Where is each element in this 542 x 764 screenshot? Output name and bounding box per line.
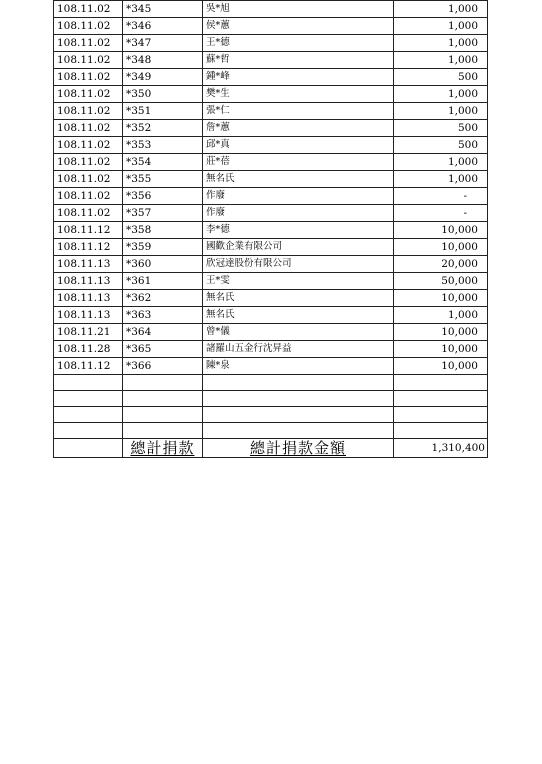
receipt-number-cell: *347 <box>123 35 203 52</box>
receipt-number-cell: *355 <box>123 171 203 188</box>
donor-name-cell: 鍾*峰 <box>203 69 394 86</box>
receipt-number-cell: *346 <box>123 18 203 35</box>
empty-cell <box>203 423 394 439</box>
donor-name-cell: 國歡企業有限公司 <box>203 239 394 256</box>
donor-name-cell: 邱*真 <box>203 137 394 154</box>
donation-amount-cell: 10,000 <box>394 341 488 358</box>
table-row <box>54 35 488 52</box>
receipt-number-cell: *359 <box>123 239 203 256</box>
receipt-number-cell: *365 <box>123 341 203 358</box>
empty-cell <box>203 407 394 423</box>
donor-name-cell: 陳*泉 <box>203 358 394 375</box>
receipt-number-cell: *363 <box>123 307 203 324</box>
donation-date-cell: 108.11.21 <box>54 324 123 341</box>
table-row <box>54 18 488 35</box>
donor-name-cell: 欣冠達股份有限公司 <box>203 256 394 273</box>
receipt-number-cell: *366 <box>123 358 203 375</box>
table-row <box>54 273 488 290</box>
donation-amount-cell: 1,000 <box>394 18 488 35</box>
empty-row <box>54 391 488 407</box>
empty-cell <box>394 391 488 407</box>
donation-amount-cell: 500 <box>394 137 488 154</box>
receipt-number-cell: *358 <box>123 222 203 239</box>
donation-date-cell: 108.11.02 <box>54 103 123 120</box>
donation-date-cell: 108.11.02 <box>54 205 123 222</box>
donor-name-cell: 蘇*哲 <box>203 52 394 69</box>
table-row <box>54 358 488 375</box>
donation-date-cell: 108.11.02 <box>54 86 123 103</box>
donor-name-cell: 無名氏 <box>203 290 394 307</box>
donor-name-cell: 李*德 <box>203 222 394 239</box>
donation-amount-cell: 50,000 <box>394 273 488 290</box>
receipt-number-cell: *360 <box>123 256 203 273</box>
donor-name-cell: 無名氏 <box>203 307 394 324</box>
donor-name-cell: 作廢 <box>203 188 394 205</box>
receipt-number-cell: *350 <box>123 86 203 103</box>
table-row <box>54 324 488 341</box>
donor-name-cell: 無名氏 <box>203 171 394 188</box>
empty-row <box>54 375 488 391</box>
total-empty-cell <box>54 439 123 458</box>
ledger-body <box>54 1 488 458</box>
donation-amount-cell: 500 <box>394 69 488 86</box>
empty-cell <box>394 407 488 423</box>
donation-amount-cell: - <box>394 188 488 205</box>
donation-amount-cell: 500 <box>394 120 488 137</box>
donation-date-cell: 108.11.02 <box>54 1 123 18</box>
donation-date-cell: 108.11.02 <box>54 171 123 188</box>
donation-date-cell: 108.11.02 <box>54 35 123 52</box>
table-row <box>54 120 488 137</box>
empty-cell <box>54 375 123 391</box>
donation-amount-cell: 1,000 <box>394 1 488 18</box>
table-row <box>54 222 488 239</box>
donation-amount-cell: 1,000 <box>394 103 488 120</box>
donor-name-cell: 作廢 <box>203 205 394 222</box>
donation-date-cell: 108.11.13 <box>54 307 123 324</box>
table-row <box>54 188 488 205</box>
donor-name-cell: 詹*蕙 <box>203 120 394 137</box>
receipt-number-cell: *357 <box>123 205 203 222</box>
empty-row <box>54 407 488 423</box>
total-amount-label: 總計捐款金額 <box>203 439 394 458</box>
donation-date-cell: 108.11.02 <box>54 188 123 205</box>
donor-name-cell: 樊*生 <box>203 86 394 103</box>
table-row <box>54 154 488 171</box>
empty-cell <box>54 423 123 439</box>
receipt-number-cell: *345 <box>123 1 203 18</box>
table-row <box>54 239 488 256</box>
receipt-number-cell: *364 <box>123 324 203 341</box>
receipt-number-cell: *351 <box>123 103 203 120</box>
donor-name-cell: 侯*蕙 <box>203 18 394 35</box>
table-row <box>54 1 488 18</box>
donor-name-cell: 張*仁 <box>203 103 394 120</box>
table-row <box>54 256 488 273</box>
donation-amount-cell: 1,000 <box>394 307 488 324</box>
donation-date-cell: 108.11.02 <box>54 120 123 137</box>
donation-amount-cell: 1,000 <box>394 35 488 52</box>
table-row <box>54 69 488 86</box>
receipt-number-cell: *354 <box>123 154 203 171</box>
receipt-number-cell: *349 <box>123 69 203 86</box>
donation-date-cell: 108.11.12 <box>54 358 123 375</box>
empty-row <box>54 423 488 439</box>
table-row <box>54 171 488 188</box>
empty-cell <box>123 375 203 391</box>
donation-amount-cell: 1,000 <box>394 52 488 69</box>
empty-cell <box>123 407 203 423</box>
donation-amount-cell: 1,000 <box>394 171 488 188</box>
donation-amount-cell: 20,000 <box>394 256 488 273</box>
receipt-number-cell: *348 <box>123 52 203 69</box>
donation-amount-cell: 10,000 <box>394 222 488 239</box>
donation-date-cell: 108.11.28 <box>54 341 123 358</box>
table-row <box>54 52 488 69</box>
donor-name-cell: 曾*儀 <box>203 324 394 341</box>
table-row <box>54 307 488 324</box>
table-row <box>54 103 488 120</box>
table-row <box>54 137 488 154</box>
donation-amount-cell: 1,000 <box>394 154 488 171</box>
donation-amount-cell: 1,000 <box>394 86 488 103</box>
donation-amount-cell: 10,000 <box>394 324 488 341</box>
donor-name-cell: 諸羅山五金行沈昇益 <box>203 341 394 358</box>
donation-date-cell: 108.11.12 <box>54 222 123 239</box>
donation-date-cell: 108.11.13 <box>54 273 123 290</box>
empty-cell <box>54 407 123 423</box>
receipt-number-cell: *361 <box>123 273 203 290</box>
donor-name-cell: 王*德 <box>203 35 394 52</box>
table-row <box>54 205 488 222</box>
donation-ledger-table <box>53 0 488 458</box>
table-row <box>54 86 488 103</box>
receipt-number-cell: *353 <box>123 137 203 154</box>
donation-date-cell: 108.11.02 <box>54 154 123 171</box>
total-row <box>54 439 488 458</box>
donation-date-cell: 108.11.02 <box>54 52 123 69</box>
receipt-number-cell: *352 <box>123 120 203 137</box>
donation-date-cell: 108.11.02 <box>54 18 123 35</box>
empty-cell <box>123 423 203 439</box>
total-amount-value: 1,310,400 <box>394 439 488 458</box>
total-label: 總計捐款 <box>123 439 203 458</box>
empty-cell <box>54 391 123 407</box>
donor-name-cell: 王*雯 <box>203 273 394 290</box>
donation-date-cell: 108.11.12 <box>54 239 123 256</box>
empty-cell <box>123 391 203 407</box>
empty-cell <box>203 375 394 391</box>
donation-date-cell: 108.11.02 <box>54 69 123 86</box>
receipt-number-cell: *362 <box>123 290 203 307</box>
donation-date-cell: 108.11.13 <box>54 256 123 273</box>
empty-cell <box>394 375 488 391</box>
donation-amount-cell: - <box>394 205 488 222</box>
empty-cell <box>203 391 394 407</box>
donation-date-cell: 108.11.02 <box>54 137 123 154</box>
receipt-number-cell: *356 <box>123 188 203 205</box>
donor-name-cell: 莊*蓓 <box>203 154 394 171</box>
table-row <box>54 290 488 307</box>
table-row <box>54 341 488 358</box>
empty-cell <box>394 423 488 439</box>
donation-amount-cell: 10,000 <box>394 239 488 256</box>
donation-amount-cell: 10,000 <box>394 290 488 307</box>
donation-date-cell: 108.11.13 <box>54 290 123 307</box>
donor-name-cell: 吳*旭 <box>203 1 394 18</box>
donation-amount-cell: 10,000 <box>394 358 488 375</box>
